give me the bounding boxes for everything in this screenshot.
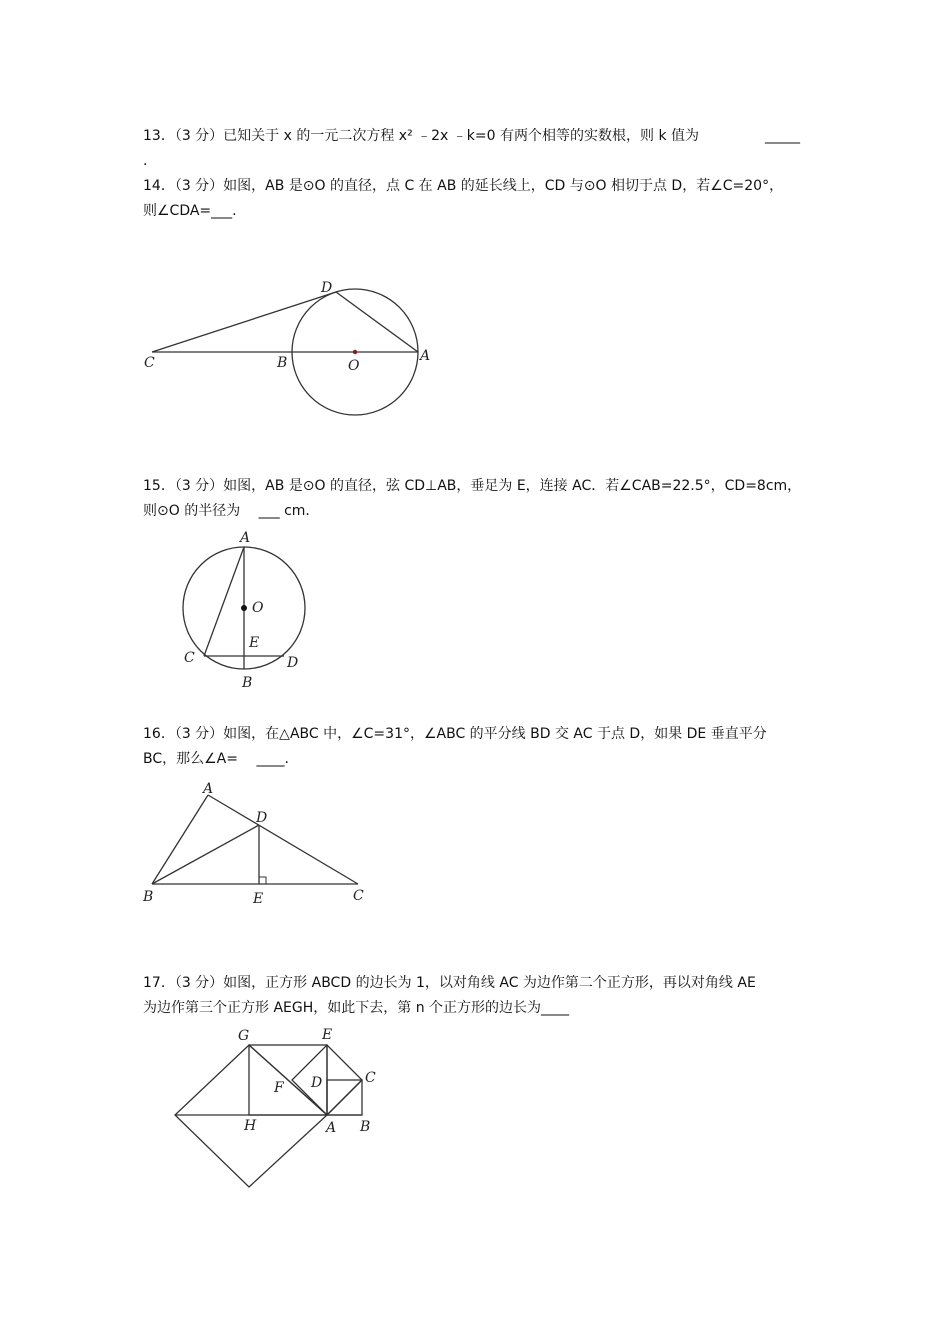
label-d: D	[311, 1075, 323, 1091]
label-d: D	[287, 655, 299, 671]
square-fourth	[175, 1045, 327, 1187]
label-e: E	[322, 1027, 333, 1043]
figure-16-triangle	[140, 778, 380, 908]
label-b: B	[277, 355, 288, 371]
question-13	[143, 124, 811, 174]
figure-17-nested-squares	[165, 1025, 395, 1195]
label-e: E	[249, 635, 260, 651]
question-17-line1: 17．（3 分）如图，正方形 ABCD 的边长为 1，以对角线 AC 为边作第二个正方形，再以对角线 AE	[143, 975, 756, 991]
tangent-cd	[152, 292, 336, 352]
question-14-line2: 则∠CDA=___.	[143, 203, 237, 219]
right-angle-mark	[259, 877, 266, 884]
label-a: A	[326, 1120, 337, 1136]
label-a: A	[420, 348, 431, 364]
side-ab	[152, 795, 208, 884]
question-15-line1: 15．（3 分）如图，AB 是⊙O 的直径，弦 CD⊥AB，垂足为 E，连接 AC．若∠CAB=22.5°，CD=8cm，	[143, 478, 802, 494]
label-g: G	[238, 1028, 250, 1044]
label-c: C	[365, 1070, 376, 1086]
label-f: F	[274, 1080, 284, 1096]
question-13-text: 13．（3 分）已知关于 x 的一元二次方程 x² ﹣2x ﹣k=0 有两个相等的实数根，则 k 值为	[143, 128, 699, 144]
side-ac	[208, 795, 358, 884]
question-17-line2: 为边作第三个正方形 AEGH，如此下去，第 n 个正方形的边长为____	[143, 1000, 570, 1016]
label-c: C	[144, 355, 155, 371]
label-h: H	[244, 1118, 257, 1134]
label-d: D	[321, 280, 333, 296]
question-17	[143, 971, 811, 1021]
segment-ac	[204, 547, 244, 656]
chord-da	[336, 292, 418, 352]
center-dot-o	[353, 350, 357, 354]
label-d: D	[256, 810, 268, 826]
label-b: B	[242, 675, 253, 691]
figure-15-circle-chord	[170, 525, 320, 695]
question-16-line1: 16．（3 分）如图，在△ABC 中，∠C=31°，∠ABC 的平分线 BD 交 AC 于点 D，如果 DE 垂直平分	[143, 726, 767, 742]
label-b: B	[143, 889, 154, 905]
label-o: O	[252, 600, 264, 616]
label-e: E	[253, 891, 264, 907]
label-a: A	[203, 781, 214, 797]
question-15-line2: 则⊙O 的半径为 ___ cm．	[143, 503, 320, 519]
label-b: B	[360, 1119, 371, 1135]
label-c: C	[353, 888, 364, 904]
bisector-bd	[152, 825, 259, 884]
diagonal-ac	[327, 1080, 362, 1115]
question-16	[143, 722, 811, 772]
question-13-blank: _____	[765, 128, 800, 144]
question-14	[143, 174, 811, 224]
question-14-line1: 14．（3 分）如图，AB 是⊙O 的直径，点 C 在 AB 的延长线上，CD 与⊙O 相切于点 D，若∠C=20°，	[143, 178, 784, 194]
question-16-line2: BC，那么∠A= ____.	[143, 751, 289, 767]
question-13-tail: .	[143, 153, 148, 169]
question-15	[143, 474, 811, 524]
label-a: A	[240, 530, 251, 546]
center-dot-o	[241, 605, 247, 611]
figure-14-circle-tangent	[140, 275, 440, 420]
label-o: O	[348, 358, 360, 374]
label-c: C	[184, 650, 195, 666]
